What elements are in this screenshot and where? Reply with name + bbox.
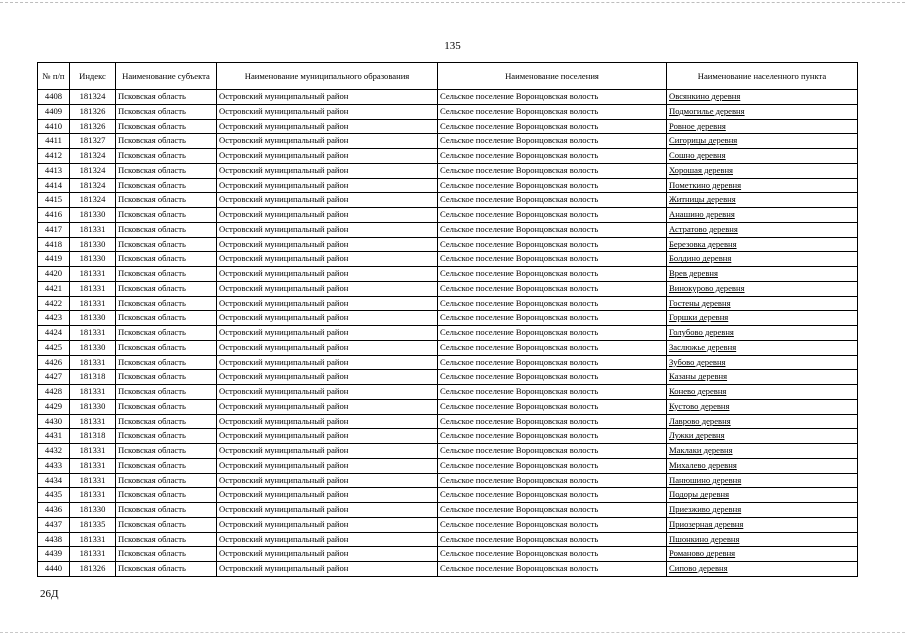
settlement-cell: Сельское поселение Воронцовская волость — [438, 488, 667, 503]
settlement-cell: Сельское поселение Воронцовская волость — [438, 296, 667, 311]
settlement-cell: Сельское поселение Воронцовская волость — [438, 429, 667, 444]
header-municipality: Наименование муниципального образования — [217, 63, 438, 90]
locality-cell: Врев деревня — [667, 267, 858, 282]
locality-cell: Приезживо деревня — [667, 503, 858, 518]
table-row — [38, 473, 858, 488]
row-number-cell: 4426 — [38, 355, 70, 370]
locality-cell: Овсянкино деревня — [667, 90, 858, 105]
municipality-cell: Островский муниципальный район — [217, 222, 438, 237]
settlement-cell: Сельское поселение Воронцовская волость — [438, 562, 667, 577]
subject-cell: Псковская область — [116, 163, 217, 178]
table-row — [38, 193, 858, 208]
locality-cell: Приозерная деревня — [667, 517, 858, 532]
table-row — [38, 488, 858, 503]
row-number-cell: 4409 — [38, 104, 70, 119]
postal-index-cell: 181330 — [70, 340, 116, 355]
header-settlement: Наименование поселения — [438, 63, 667, 90]
table-row — [38, 429, 858, 444]
subject-cell: Псковская область — [116, 503, 217, 518]
settlement-cell: Сельское поселение Воронцовская волость — [438, 340, 667, 355]
table-row — [38, 444, 858, 459]
locality-cell: Сипово деревня — [667, 562, 858, 577]
table-row — [38, 163, 858, 178]
postal-index-cell: 181326 — [70, 119, 116, 134]
subject-cell: Псковская область — [116, 532, 217, 547]
postal-index-cell: 181318 — [70, 370, 116, 385]
postal-index-cell: 181324 — [70, 178, 116, 193]
row-number-cell: 4411 — [38, 134, 70, 149]
subject-cell: Псковская область — [116, 149, 217, 164]
settlement-cell: Сельское поселение Воронцовская волость — [438, 326, 667, 341]
settlement-cell: Сельское поселение Воронцовская волость — [438, 149, 667, 164]
municipality-cell: Островский муниципальный район — [217, 193, 438, 208]
locality-cell: Пшонкино деревня — [667, 532, 858, 547]
municipality-cell: Островский муниципальный район — [217, 385, 438, 400]
row-number-cell: 4435 — [38, 488, 70, 503]
subject-cell: Псковская область — [116, 311, 217, 326]
postal-index-cell: 181331 — [70, 488, 116, 503]
row-number-cell: 4438 — [38, 532, 70, 547]
postal-index-cell: 181330 — [70, 311, 116, 326]
postal-index-cell: 181330 — [70, 252, 116, 267]
subject-cell: Псковская область — [116, 385, 217, 400]
locality-cell: Гостены деревня — [667, 296, 858, 311]
table-header-row — [38, 63, 858, 90]
subject-cell: Псковская область — [116, 90, 217, 105]
municipality-cell: Островский муниципальный район — [217, 355, 438, 370]
municipality-cell: Островский муниципальный район — [217, 503, 438, 518]
municipality-cell: Островский муниципальный район — [217, 429, 438, 444]
locality-cell: Панюшино деревня — [667, 473, 858, 488]
table-row — [38, 296, 858, 311]
postal-index-cell: 181330 — [70, 237, 116, 252]
locality-cell: Анашино деревня — [667, 208, 858, 223]
subject-cell: Псковская область — [116, 429, 217, 444]
table-row — [38, 267, 858, 282]
table-row — [38, 119, 858, 134]
municipality-cell: Островский муниципальный район — [217, 252, 438, 267]
locality-cell: Ровное деревня — [667, 119, 858, 134]
locality-cell: Конево деревня — [667, 385, 858, 400]
municipality-cell: Островский муниципальный район — [217, 547, 438, 562]
municipality-cell: Островский муниципальный район — [217, 562, 438, 577]
row-number-cell: 4428 — [38, 385, 70, 400]
row-number-cell: 4439 — [38, 547, 70, 562]
municipality-cell: Островский муниципальный район — [217, 488, 438, 503]
postal-index-cell: 181326 — [70, 104, 116, 119]
locality-cell: Романово деревня — [667, 547, 858, 562]
row-number-cell: 4437 — [38, 517, 70, 532]
table-row — [38, 134, 858, 149]
footer-code: 26Д — [40, 588, 59, 600]
settlement-cell: Сельское поселение Воронцовская волость — [438, 237, 667, 252]
subject-cell: Псковская область — [116, 444, 217, 459]
settlement-cell: Сельское поселение Воронцовская волость — [438, 178, 667, 193]
locality-cell: Лаврово деревня — [667, 414, 858, 429]
settlement-cell: Сельское поселение Воронцовская волость — [438, 414, 667, 429]
header-index: Индекс — [70, 63, 116, 90]
table-row — [38, 149, 858, 164]
row-number-cell: 4427 — [38, 370, 70, 385]
subject-cell: Псковская область — [116, 562, 217, 577]
row-number-cell: 4430 — [38, 414, 70, 429]
settlement-cell: Сельское поселение Воронцовская волость — [438, 385, 667, 400]
row-number-cell: 4424 — [38, 326, 70, 341]
header-subject: Наименование субъекта — [116, 63, 217, 90]
settlement-cell: Сельское поселение Воронцовская волость — [438, 473, 667, 488]
municipality-cell: Островский муниципальный район — [217, 104, 438, 119]
locality-cell: Михалево деревня — [667, 458, 858, 473]
table-row — [38, 90, 858, 105]
locality-cell: Лужки деревня — [667, 429, 858, 444]
table-row — [38, 458, 858, 473]
postal-index-cell: 181324 — [70, 90, 116, 105]
table-row — [38, 399, 858, 414]
subject-cell: Псковская область — [116, 547, 217, 562]
municipality-cell: Островский муниципальный район — [217, 458, 438, 473]
postal-index-cell: 181331 — [70, 473, 116, 488]
row-number-cell: 4418 — [38, 237, 70, 252]
settlement-cell: Сельское поселение Воронцовская волость — [438, 458, 667, 473]
subject-cell: Псковская область — [116, 517, 217, 532]
municipality-cell: Островский муниципальный район — [217, 208, 438, 223]
subject-cell: Псковская область — [116, 237, 217, 252]
locality-cell: Житницы деревня — [667, 193, 858, 208]
subject-cell: Псковская область — [116, 326, 217, 341]
locality-cell: Заслюжье деревня — [667, 340, 858, 355]
settlement-cell: Сельское поселение Воронцовская волость — [438, 267, 667, 282]
locality-cell: Подоры деревня — [667, 488, 858, 503]
table-row — [38, 517, 858, 532]
subject-cell: Псковская область — [116, 458, 217, 473]
table-row — [38, 208, 858, 223]
table-row — [38, 503, 858, 518]
scan-edge-top — [0, 2, 905, 4]
postal-index-cell: 181331 — [70, 414, 116, 429]
postal-index-cell: 181331 — [70, 267, 116, 282]
table-row — [38, 178, 858, 193]
locality-cell: Березовка деревня — [667, 237, 858, 252]
municipality-cell: Островский муниципальный район — [217, 237, 438, 252]
header-locality: Наименование населенного пункта — [667, 63, 858, 90]
municipality-cell: Островский муниципальный район — [217, 90, 438, 105]
locality-cell: Кустово деревня — [667, 399, 858, 414]
settlement-cell: Сельское поселение Воронцовская волость — [438, 222, 667, 237]
row-number-cell: 4433 — [38, 458, 70, 473]
municipality-cell: Островский муниципальный район — [217, 340, 438, 355]
page-number: 135 — [444, 40, 461, 52]
table-body — [38, 90, 858, 577]
postal-index-cell: 181330 — [70, 208, 116, 223]
subject-cell: Псковская область — [116, 178, 217, 193]
locality-cell: Винокурово деревня — [667, 281, 858, 296]
subject-cell: Псковская область — [116, 252, 217, 267]
settlement-cell: Сельское поселение Воронцовская волость — [438, 370, 667, 385]
postal-index-cell: 181324 — [70, 163, 116, 178]
table-row — [38, 562, 858, 577]
postal-index-cell: 181335 — [70, 517, 116, 532]
locality-cell: Казаны деревня — [667, 370, 858, 385]
row-number-cell: 4422 — [38, 296, 70, 311]
settlement-cell: Сельское поселение Воронцовская волость — [438, 503, 667, 518]
settlement-cell: Сельское поселение Воронцовская волость — [438, 399, 667, 414]
subject-cell: Псковская область — [116, 473, 217, 488]
settlement-cell: Сельское поселение Воронцовская волость — [438, 355, 667, 370]
postal-index-cell: 181331 — [70, 458, 116, 473]
municipality-cell: Островский муниципальный район — [217, 414, 438, 429]
postal-index-cell: 181331 — [70, 281, 116, 296]
subject-cell: Псковская область — [116, 267, 217, 282]
subject-cell: Псковская область — [116, 370, 217, 385]
settlement-cell: Сельское поселение Воронцовская волость — [438, 104, 667, 119]
settlement-cell: Сельское поселение Воронцовская волость — [438, 311, 667, 326]
locality-cell: Голубово деревня — [667, 326, 858, 341]
row-number-cell: 4413 — [38, 163, 70, 178]
row-number-cell: 4419 — [38, 252, 70, 267]
subject-cell: Псковская область — [116, 414, 217, 429]
settlement-cell: Сельское поселение Воронцовская волость — [438, 252, 667, 267]
row-number-cell: 4440 — [38, 562, 70, 577]
row-number-cell: 4431 — [38, 429, 70, 444]
municipality-cell: Островский муниципальный район — [217, 311, 438, 326]
row-number-cell: 4423 — [38, 311, 70, 326]
row-number-cell: 4416 — [38, 208, 70, 223]
locality-cell: Болдино деревня — [667, 252, 858, 267]
row-number-cell: 4421 — [38, 281, 70, 296]
subject-cell: Псковская область — [116, 208, 217, 223]
subject-cell: Псковская область — [116, 134, 217, 149]
municipality-cell: Островский муниципальный район — [217, 281, 438, 296]
scan-edge-bottom — [0, 632, 905, 634]
locality-cell: Пометкино деревня — [667, 178, 858, 193]
row-number-cell: 4410 — [38, 119, 70, 134]
municipality-cell: Островский муниципальный район — [217, 163, 438, 178]
municipality-cell: Островский муниципальный район — [217, 134, 438, 149]
row-number-cell: 4436 — [38, 503, 70, 518]
postal-index-cell: 181330 — [70, 503, 116, 518]
settlement-cell: Сельское поселение Воронцовская волость — [438, 119, 667, 134]
municipality-cell: Островский муниципальный район — [217, 296, 438, 311]
municipality-cell: Островский муниципальный район — [217, 326, 438, 341]
locality-cell: Горшки деревня — [667, 311, 858, 326]
locality-cell: Астратово деревня — [667, 222, 858, 237]
row-number-cell: 4420 — [38, 267, 70, 282]
settlement-cell: Сельское поселение Воронцовская волость — [438, 444, 667, 459]
table-row — [38, 547, 858, 562]
table-row — [38, 532, 858, 547]
row-number-cell: 4432 — [38, 444, 70, 459]
postal-index-cell: 181331 — [70, 547, 116, 562]
postal-index-cell: 181331 — [70, 355, 116, 370]
row-number-cell: 4408 — [38, 90, 70, 105]
municipality-cell: Островский муниципальный район — [217, 399, 438, 414]
settlement-cell: Сельское поселение Воронцовская волость — [438, 163, 667, 178]
subject-cell: Псковская область — [116, 222, 217, 237]
row-number-cell: 4417 — [38, 222, 70, 237]
subject-cell: Псковская область — [116, 488, 217, 503]
table-row — [38, 222, 858, 237]
settlement-cell: Сельское поселение Воронцовская волость — [438, 517, 667, 532]
table-row — [38, 326, 858, 341]
postal-index-cell: 181331 — [70, 222, 116, 237]
locality-cell: Маклаки деревня — [667, 444, 858, 459]
municipality-cell: Островский муниципальный район — [217, 444, 438, 459]
postal-index-cell: 181331 — [70, 532, 116, 547]
subject-cell: Псковская область — [116, 399, 217, 414]
subject-cell: Псковская область — [116, 281, 217, 296]
row-number-cell: 4415 — [38, 193, 70, 208]
municipality-cell: Островский муниципальный район — [217, 370, 438, 385]
settlement-cell: Сельское поселение Воронцовская волость — [438, 532, 667, 547]
subject-cell: Псковская область — [116, 193, 217, 208]
table-row — [38, 385, 858, 400]
table-row — [38, 281, 858, 296]
postal-index-cell: 181324 — [70, 149, 116, 164]
table-row — [38, 311, 858, 326]
table-row — [38, 355, 858, 370]
settlement-cell: Сельское поселение Воронцовская волость — [438, 281, 667, 296]
municipality-cell: Островский муниципальный район — [217, 517, 438, 532]
row-number-cell: 4425 — [38, 340, 70, 355]
postal-index-cell: 181331 — [70, 444, 116, 459]
table-row — [38, 237, 858, 252]
postal-index-cell: 181331 — [70, 296, 116, 311]
header-number: № п/п — [38, 63, 70, 90]
table-row — [38, 104, 858, 119]
postal-index-cell: 181331 — [70, 385, 116, 400]
settlement-cell: Сельское поселение Воронцовская волость — [438, 134, 667, 149]
subject-cell: Псковская область — [116, 104, 217, 119]
row-number-cell: 4412 — [38, 149, 70, 164]
subject-cell: Псковская область — [116, 119, 217, 134]
table-row — [38, 370, 858, 385]
municipality-cell: Островский муниципальный район — [217, 149, 438, 164]
locality-cell: Сошно деревня — [667, 149, 858, 164]
postal-index-cell: 181318 — [70, 429, 116, 444]
locality-cell: Зубово деревня — [667, 355, 858, 370]
table-row — [38, 414, 858, 429]
row-number-cell: 4429 — [38, 399, 70, 414]
postal-index-cell: 181327 — [70, 134, 116, 149]
municipality-cell: Островский муниципальный район — [217, 178, 438, 193]
settlement-cell: Сельское поселение Воронцовская волость — [438, 90, 667, 105]
postal-index-cell: 181324 — [70, 193, 116, 208]
row-number-cell: 4414 — [38, 178, 70, 193]
table-row — [38, 252, 858, 267]
subject-cell: Псковская область — [116, 296, 217, 311]
subject-cell: Псковская область — [116, 340, 217, 355]
settlement-cell: Сельское поселение Воронцовская волость — [438, 193, 667, 208]
settlement-cell: Сельское поселение Воронцовская волость — [438, 547, 667, 562]
postal-index-cell: 181331 — [70, 326, 116, 341]
settlements-table — [37, 62, 858, 577]
locality-cell: Сигорицы деревня — [667, 134, 858, 149]
locality-cell: Подмогилье деревня — [667, 104, 858, 119]
municipality-cell: Островский муниципальный район — [217, 532, 438, 547]
municipality-cell: Островский муниципальный район — [217, 473, 438, 488]
municipality-cell: Островский муниципальный район — [217, 119, 438, 134]
table-row — [38, 340, 858, 355]
postal-index-cell: 181326 — [70, 562, 116, 577]
postal-index-cell: 181330 — [70, 399, 116, 414]
row-number-cell: 4434 — [38, 473, 70, 488]
municipality-cell: Островский муниципальный район — [217, 267, 438, 282]
settlement-cell: Сельское поселение Воронцовская волость — [438, 208, 667, 223]
subject-cell: Псковская область — [116, 355, 217, 370]
locality-cell: Хорошая деревня — [667, 163, 858, 178]
